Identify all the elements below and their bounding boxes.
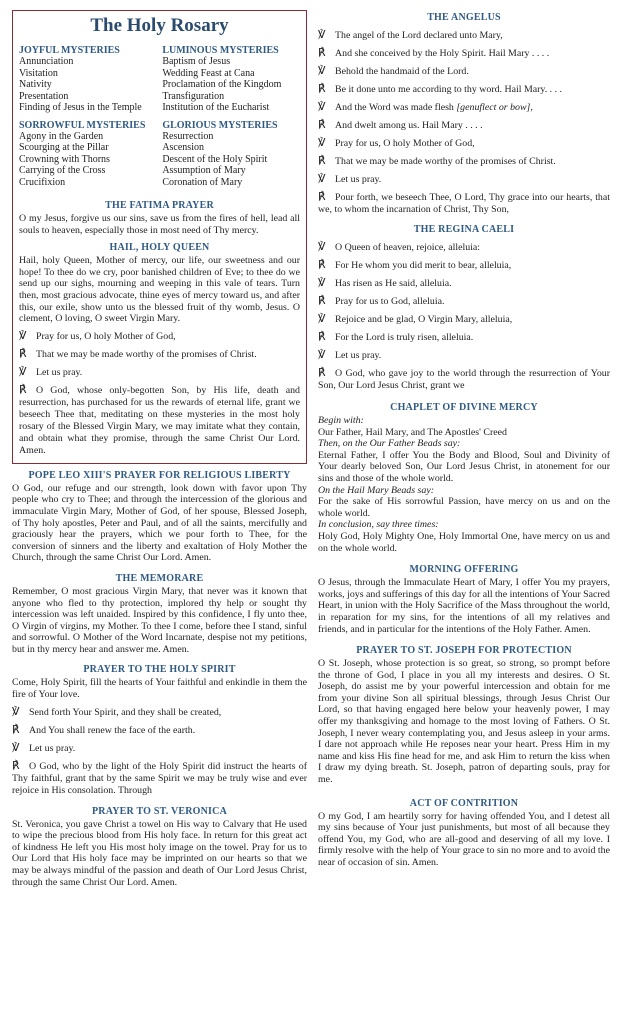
response-line — [318, 295, 610, 308]
versicle-text: Pray for us, O holy Mother of God, — [36, 330, 176, 342]
response-text: For the Lord is truly risen, alleluia. — [335, 332, 474, 343]
mystery-item: Baptism of Jesus — [162, 56, 231, 67]
response-symbol: ℟ — [12, 723, 20, 736]
leo-prayer-title: POPE LEO XIII'S PRAYER FOR RELIGIOUS LIBERTY — [28, 469, 291, 481]
response-symbol: ℟ — [318, 119, 326, 131]
versicle-symbol: ℣ — [19, 329, 27, 342]
holy-rosary-box — [12, 10, 307, 464]
mystery-item: Scourging at the Pillar — [19, 142, 109, 153]
memorare-title: THE MEMORARE — [115, 572, 204, 584]
mystery-item: Coronation of Mary — [162, 176, 243, 188]
mystery-item: Annunciation — [19, 56, 74, 67]
response-line — [318, 47, 610, 60]
response-symbol: ℟ — [318, 295, 326, 307]
mystery-item: Resurrection — [162, 130, 214, 142]
hail-holy-queen-title: HAIL, HOLY QUEEN — [109, 242, 210, 254]
fatima-text: O my Jesus, forgive us our sins, save us from the fires of hell, lead all souls to heaven, especially those in most need of Thy mercy. — [19, 213, 300, 236]
response-line — [19, 384, 300, 457]
act-of-contrition-text: O my God, I am heartily sorry for having offended You, and I detest all my sins because of Your just punishments, but most of all because they offend You, my God, who are all-good and deserving of all my love. I firmly resolve with the help of Your grace to sin no more and to avoid the near of occasion of sin. Amen. — [318, 810, 610, 868]
response-line — [19, 348, 300, 361]
mystery-item: Finding of Jesus in the Temple — [19, 102, 142, 113]
response-symbol: ℟ — [318, 155, 326, 167]
chaplet-conclusion-label: In conclusion, say three times: — [318, 519, 439, 531]
response-line — [12, 760, 307, 797]
response-text: Pour forth, we beseech Thee, O Lord, Thy grace into our hearts, that we, to whom the incarnation of Christ, Thy Son, — [318, 192, 610, 215]
response-symbol: ℟ — [318, 83, 326, 95]
luminous-mysteries — [162, 43, 300, 114]
mystery-item: Institution of the Eucharist — [162, 102, 270, 113]
angelus-title: THE ANGELUS — [427, 12, 501, 23]
versicle-line — [19, 366, 300, 379]
versicle-text: Rejoice and be glad, O Virgin Mary, alleluia, — [335, 314, 513, 325]
veronica-text: St. Veronica, you gave Christ a towel on His way to Calvary that He used to wipe the precious blood from His holy face. In return for this great act of kindness He left you His most holy image on the towel. Pray for us to Our Lord that His holy face may be imprinted on our hearts so that we may be always mindful of the passion and death of Our Lord Jesus Christ, through the same Christ Our Lord. Amen. — [12, 818, 307, 888]
mystery-item: Assumption of Mary — [162, 165, 246, 176]
joyful-heading: JOYFUL MYSTERIES — [19, 45, 120, 56]
glorious-heading: GLORIOUS MYSTERIES — [162, 119, 278, 131]
response-text: Pray for us to God, alleluia. — [335, 296, 445, 307]
versicle-symbol: ℣ — [19, 365, 27, 378]
versicle-symbol: ℣ — [318, 313, 326, 325]
versicle-line — [318, 313, 610, 326]
versicle-text: Pray for us, O holy Mother of God, — [335, 138, 475, 149]
mysteries-row-2 — [19, 118, 300, 189]
response-symbol: ℟ — [318, 331, 326, 343]
versicle-symbol: ℣ — [318, 173, 326, 185]
response-symbol: ℟ — [19, 383, 27, 396]
st-joseph-title: PRAYER TO ST. JOSEPH FOR PROTECTION — [356, 645, 572, 657]
st-joseph-text: O St. Joseph, whose protection is so great, so strong, so prompt before the throne of God, I place in you all my interests and desires. O St. Joseph, do assist me by your powerful intercession and obtain for me from your divine Son all spiritual blessings, through Jesus Christ Our Lord, so that having engaged here below your heavenly power, I may offer my thanksgiving and homage to the most loving of Fathers. O St. Joseph, I never weary contemplating you, and Jesus asleep in your arms. I dare not approach while He reposes near your heart. Press Him in my name and kiss His fine head for me, and ask Him to return the kiss when I draw my dying breath. St. Joseph, patron of departing souls, pray for me. — [318, 658, 610, 786]
versicle-line — [12, 742, 307, 755]
versicle-symbol: ℣ — [12, 705, 20, 718]
versicle-symbol: ℣ — [318, 29, 326, 41]
chaplet-hail-text: For the sake of His sorrowful Passion, have mercy on us and on the whole world. — [318, 496, 610, 519]
response-line — [318, 191, 610, 216]
chaplet-begin-label: Begin with: — [318, 415, 364, 426]
sorrowful-mysteries — [19, 118, 157, 189]
response-symbol: ℟ — [318, 47, 326, 59]
versicle-text: Let us pray. — [29, 742, 76, 754]
genuflect-note: [genuflect or bow], — [456, 102, 533, 113]
hail-holy-queen-text: Hail, holy Queen, Mother of mercy, our life, our sweetness and our hope! To thee do we cry, poor banished children of Eve; to thee do we send up our sighs, mourning and weeping in this vale of tears. Turn then, most gracious advocate, thine eyes of mercy toward us, and after this, our exile, show unto us the blessed fruit of thy womb, Jesus. O clement, O loving, O sweet Virgin Mary. — [19, 255, 300, 325]
left-column — [12, 10, 307, 888]
mystery-item: Descent of the Holy Spirit — [162, 153, 268, 165]
versicle-text: Let us pray. — [335, 350, 382, 361]
response-text: O God, whose only-begotten Son, by His life, death and resurrection, has purchased for us the rewards of eternal life, grant we beseech Thee that, meditating on these mysteries in the most holy rosary of the Blessed Virgin Mary, we may imitate what they contain, and obtain what they promise, through the same Christ Our Lord. Amen. — [19, 384, 300, 456]
response-symbol: ℟ — [318, 259, 326, 271]
versicle-symbol: ℣ — [12, 741, 20, 754]
leo-prayer-text: O God, our refuge and our strength, look down with favor upon Thy people who cry to Thee; and through the intercession of the glorious and immaculate Virgin Mary, Mother of God, of her spouse, Blessed Joseph, of Thy holy apostles, Peter and Paul, and of all the saints, mercifully and graciously hear the prayers, which we pour forth to Thee, for the conversion of sinners and the liberty and exaltation of Holy Mother the Church, through the same Christ Our Lord. Amen. — [12, 482, 307, 564]
versicle-symbol: ℣ — [318, 277, 326, 289]
mystery-item: Crowning with Thorns — [19, 153, 110, 165]
mysteries-row-1 — [19, 43, 300, 114]
response-symbol: ℟ — [318, 191, 326, 203]
response-symbol: ℟ — [12, 759, 20, 772]
mystery-item: Presentation — [19, 90, 69, 102]
joyful-mysteries — [19, 43, 157, 114]
response-text: For He whom you did merit to bear, alleluia, — [335, 260, 512, 271]
sorrowful-heading: SORROWFUL MYSTERIES — [19, 119, 146, 131]
response-text: O God, who gave joy to the world through the resurrection of Your Son, Our Lord Jesus Christ, grant we — [318, 368, 610, 391]
versicle-symbol: ℣ — [318, 65, 326, 77]
memorare-text: Remember, O most gracious Virgin Mary, that never was it known that anyone who fled to thy protection, implored thy help or sought thy intercession was left unaided. Inspired by this confidence, I fly unto thee, O Virgin of virgins, my Mother. To thee I come, before thee I stand, sinful and sorrowful. O Mother of the Word Incarnate, despise not my petitions, but in thy mercy hear and answer me. Amen. — [12, 585, 307, 655]
versicle-text: And the Word was made flesh — [335, 102, 457, 113]
response-symbol: ℟ — [318, 367, 326, 379]
versicle-line — [318, 29, 610, 42]
versicle-text: Let us pray. — [335, 174, 382, 185]
right-column — [318, 10, 610, 869]
chaplet-father-text: Eternal Father, I offer You the Body and Blood, Soul and Divinity of Your dearly beloved Son, Our Lord Jesus Christ, in atonement for our sins and those of the whole world. — [318, 449, 610, 484]
mystery-item: Wedding Feast at Cana — [162, 67, 255, 79]
mystery-item: Nativity — [19, 79, 52, 90]
versicle-line — [318, 241, 610, 254]
versicle-symbol: ℣ — [318, 349, 326, 361]
chaplet-conclusion-text: Holy God, Holy Mighty One, Holy Immortal One, have mercy on us and on the whole world. — [318, 530, 610, 554]
glorious-mysteries — [162, 118, 300, 189]
response-text: And she conceived by the Holy Spirit. Hail Mary . . . . — [335, 48, 550, 59]
versicle-line — [318, 277, 610, 290]
fatima-title: THE FATIMA PRAYER — [105, 200, 214, 211]
chaplet-father-label: Then, on the Our Father Beads say: — [318, 438, 461, 450]
chaplet-hail-label: On the Hail Mary Beads say: — [318, 484, 435, 496]
page-title: The Holy Rosary — [90, 15, 229, 36]
versicle-line — [19, 330, 300, 343]
versicle-line — [318, 137, 610, 150]
holy-spirit-text: Come, Holy Spirit, fill the hearts of Your faithful and enkindle in them the fire of Your love. — [12, 677, 307, 701]
mystery-item: Visitation — [19, 67, 58, 79]
chaplet-title: CHAPLET OF DIVINE MERCY — [390, 402, 538, 413]
versicle-symbol: ℣ — [318, 137, 326, 149]
versicle-line — [318, 65, 610, 78]
versicle-line — [12, 706, 307, 719]
response-text: That we may be made worthy of the promises of Christ. — [36, 348, 257, 360]
response-text: And You shall renew the face of the earth. — [29, 724, 196, 736]
morning-offering-title: MORNING OFFERING — [409, 564, 519, 576]
luminous-heading: LUMINOUS MYSTERIES — [162, 45, 279, 56]
response-text: And dwelt among us. Hail Mary . . . . — [335, 120, 483, 131]
chaplet-begin-text: Our Father, Hail Mary, and The Apostles' Creed — [318, 426, 507, 438]
mystery-item: Ascension — [162, 142, 204, 153]
response-line — [318, 83, 610, 96]
mystery-item: Carrying of the Cross — [19, 165, 106, 176]
response-text: O God, who by the light of the Holy Spirit did instruct the hearts of Thy faithful, grant that by the same Spirit we may be truly wise and ever rejoice in His consolation. Through — [12, 760, 307, 796]
versicle-symbol: ℣ — [318, 101, 326, 113]
veronica-title: PRAYER TO ST. VERONICA — [92, 805, 227, 817]
versicle-symbol: ℣ — [318, 241, 326, 253]
response-line — [318, 331, 610, 344]
versicle-text: Send forth Your Spirit, and they shall be created, — [29, 706, 222, 718]
response-text: Be it done unto me according to thy word. Hail Mary. . . . — [335, 84, 562, 95]
mystery-item: Transfiguration — [162, 90, 225, 102]
response-line — [318, 155, 610, 168]
holy-spirit-title: PRAYER TO THE HOLY SPIRIT — [83, 664, 236, 676]
mystery-item: Crucifixion — [19, 176, 66, 188]
versicle-line — [318, 173, 610, 186]
response-text: That we may be made worthy of the promises of Christ. — [335, 156, 556, 167]
versicle-line — [318, 101, 610, 114]
versicle-text: The angel of the Lord declared unto Mary, — [335, 30, 503, 41]
versicle-text: Behold the handmaid of the Lord. — [335, 66, 469, 77]
mystery-item: Proclamation of the Kingdom — [162, 79, 282, 90]
versicle-text: Let us pray. — [36, 366, 83, 378]
regina-caeli-title: THE REGINA CAELI — [413, 224, 515, 235]
response-line — [12, 724, 307, 737]
versicle-line — [318, 349, 610, 362]
response-symbol: ℟ — [19, 347, 27, 360]
versicle-text: O Queen of heaven, rejoice, alleluia: — [335, 242, 481, 253]
response-line — [318, 119, 610, 132]
response-line — [318, 367, 610, 392]
response-line — [318, 259, 610, 272]
morning-offering-text: O Jesus, through the Immaculate Heart of Mary, I offer You my prayers, works, joys and sufferings of this day for all the intentions of Your Sacred Heart, in union with the Holy Sacrifice of the Mass throughout the world, in reparation for my sins, for the intentions of all my relatives and friends, and in particular for the intentions of the Holy Father. Amen. — [318, 577, 610, 635]
mystery-item: Agony in the Garden — [19, 130, 104, 142]
act-of-contrition-title: ACT OF CONTRITION — [409, 797, 519, 809]
versicle-text: Has risen as He said, alleluia. — [335, 278, 452, 289]
